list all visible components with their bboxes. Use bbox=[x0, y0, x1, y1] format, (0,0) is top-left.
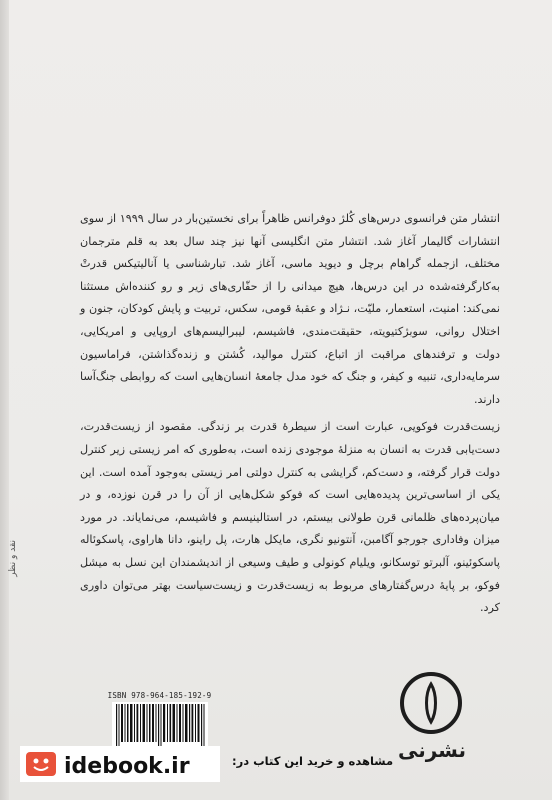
blurb-text bbox=[80, 208, 500, 620]
watermark-site: idebook.ir bbox=[64, 754, 190, 779]
idebook-logo-icon bbox=[20, 746, 220, 782]
watermark-text: مشاهده و خرید این کتاب در: bbox=[232, 754, 394, 768]
blurb-paragraph-1: انتشار متن فرانسوی درس‌های کُلژ دوفرانس ظاهراً برای نخستین‌بار در سال ۱۹۹۹ از سوی انتشارات گالیمار آغاز شد. انتشار متن انگلیسی آنها نیز چند سال بعد به قلم مترجمان مختلف، ازجمله گراهام برچل و دیوید ماسی، آغاز شد. تبارشناسی یا آنالیتیکس قدرتْ به‌کارگرفته‌شده در این درس‌ها، هیچ میدانی را از حفّاری‌های زیر و رو کننده‌اش مستثنا نمی‌کند: امنیت، استعمار، ملیّت، نـژاد و عقبهٔ قومی، سکس، تربیت و پایش کودکان، جنون و اختلال روانی، سوبژکتیویته، حقیقت‌مندی، فاشیسم، لیبرالیسم‌های اروپایی و امریکایی، دولت و ترفندهای مراقبت از اتباع، کنترل موالید، کُشتن و زنده‌گذاشتن، فراماسیون سرمایه‌داری، تنبیه و کیفر، و جنگ که خود مدل جامعهٔ انسان‌هایی است که روابطی جنگ‌آسا دارند. bbox=[80, 212, 500, 406]
spine-label: نقد و نظر bbox=[8, 540, 18, 577]
book-spine-edge bbox=[0, 0, 9, 800]
publisher-name: نشرنی bbox=[397, 738, 467, 762]
blurb-paragraph-2: زیست‌قدرت فوکویی، عبارت است از سیطرهٔ قدرت بر زندگی. مقصود از زیست‌قدرت، دست‌یابی قدرت به انسان به منزلهٔ موجودی زنده است، به‌طوری که امر زیستی زیر کنترل دولت قرار گرفته، و دست‌کم، گرایشی به کنترل دولتی امر زیستی به‌وجود آمده است. این یکی از اساسی‌ترین پدیده‌هایی است که فوکو شکل‌هایی از آن را در قرن نوزده، و در میان‌پرده‌های ظلمانی قرن طولانی بیستم، در استالینیسم و فاشیسم، می‌نمایاند. در مورد میزان وفاداری جورجو آگامبن، آنتونیو نگری، مایکل هارت، پل راینو، دانا هاراوی، پاسکوئاله پاسکوئینو، آلبرتو توسکانو، ویلیام کونولی و طیف وسیعی از اندیشمندان این نسل به میشل فوکو، بر پایهٔ درس‌گفتارهای مربوط به زیست‌قدرت و زیست‌سیاست بهتر می‌توان داوری کرد. bbox=[80, 420, 500, 615]
barcode-image bbox=[112, 702, 208, 746]
watermark-banner[interactable] bbox=[0, 746, 552, 782]
publisher-logo-icon bbox=[400, 672, 462, 734]
isbn-label: ISBN 978-964-185-192-9 bbox=[107, 691, 212, 700]
